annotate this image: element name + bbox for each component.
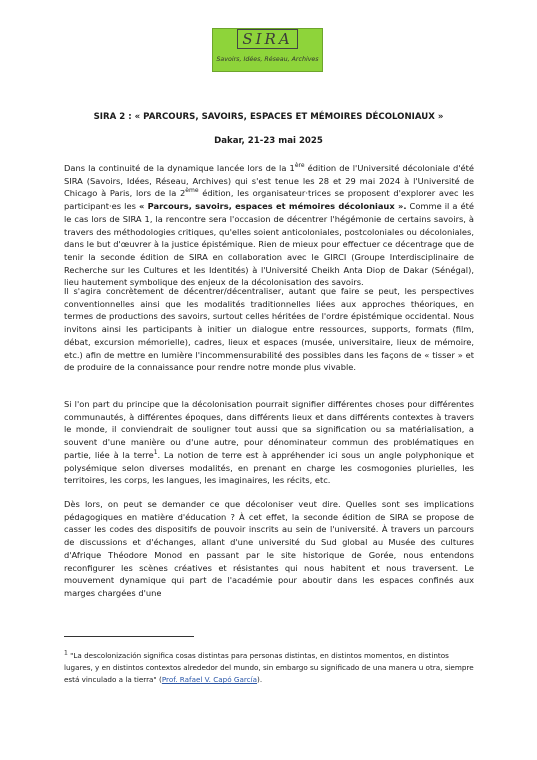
paragraph-3 bbox=[64, 398, 474, 487]
p3-text-b: . La notion de terre est à appréhender ici sous un angle polyphonique et polysémique selon diverses modalités, en prenant en charge les cosmogonies plurielles, les territoires, les corps, les langues, les imaginaires, les récits, etc. bbox=[64, 449, 474, 486]
logo-name: SIRA bbox=[237, 29, 297, 49]
document-title: SIRA 2 : « PARCOURS, SAVOIRS, ESPACES ET MÉMOIRES DÉCOLONIAUX » bbox=[93, 112, 444, 122]
p1-text-d: Comme il a été le cas lors de SIRA 1, la rencontre sera l'occasion de décentrer l'hégémonie de certains savoirs, à travers des méthodologies critiques, qu'elles soient anticoloniales, postcoloniales ou décoloniales, dans le but d'œuvrer à la justice épistémique. Rien de mieux pour effectuer ce décentrage que de tenir la seconde édition de SIRA en collaboration avec le GIRCI (Groupe Interdisciplinaire de Recherche sur les Cultures et les Identités) à l'Université Cheikh Anta Diop de Dakar (Sénégal), lieu hautement symbolique des enjeux de la décolonisation des savoirs. bbox=[64, 201, 474, 288]
footnote-text: "La descolonización significa cosas distintas para personas distintas, en distintos momentos, en distintos lugares, y en distintos contextos alrededor del mundo, sin embargo su significado de una manera u otra, siempre está vinculado a la tierra" ( bbox=[64, 651, 474, 684]
paragraph-2: Il s'agira concrètement de décentrer/décentraliser, autant que faire se peut, les perspectives conventionnelles ainsi que les modalités traditionnelles liées aux approches théoriques, en termes de productions des savoirs, surtout celles héritées de l'ordre épistémique occidental. Nous invitons ainsi les participants à initier un dialogue entre ressources, supports, formats (film, débat, excursion mémorielle), cadres, lieux et espaces (musée, universitaire, lieux de mémoire, etc.) afin de mettre en lumière l'incommensurabilité des possibles dans les façons de « tisser » et de produire de la connaissance pour rendre notre monde plus vivable. bbox=[64, 286, 474, 373]
footnote-end: ). bbox=[257, 675, 263, 684]
footnote-number: 1 bbox=[64, 649, 68, 657]
paragraph-1 bbox=[64, 162, 474, 289]
p1-bold-theme: « Parcours, savoirs, espaces et mémoires décoloniaux ». bbox=[138, 201, 407, 212]
footnote-ref[interactable]: 1 bbox=[153, 449, 158, 457]
paragraph-4: Dès lors, on peut se demander ce que décoloniser veut dire. Quelles sont ses implications pédagogiques en matière d'éducation ? À cet effet, la seconde édition de SIRA se propose de casser les codes des dispositifs de pouvoir inscrits au sein de l'université. À travers un parcours de discussions et d'échanges, allant d'une université du Sud global au Musée des cultures d'Afrique Théodore Monod en passant par le site historique de Gorée, nous entendons reconfigurer les scènes créatives et résistantes qui nous habitent et nous traversent. Le mouvement dynamique qui part de l'académie pour aboutir dans les espaces confinés aux marges chargées d'une bbox=[64, 499, 474, 598]
p1-text-c: édition, les organisateur·trices se proposent d'explorer avec les participant·es les bbox=[64, 188, 474, 212]
footnote bbox=[64, 650, 476, 686]
sira-logo bbox=[212, 28, 323, 72]
p3-text-a: Si l'on part du principe que la décolonisation pourrait signifier différentes choses pour différentes communautés, à différentes époques, dans différents lieux et dans différents contextes à travers le monde, il conviendrait de souligner tout aussi que sa signification ou sa matérialisation, a souvent d'une manière ou d'une autre, pour dénominateur commun des problématiques en partie, liée à la terre bbox=[64, 399, 474, 460]
footnote-link[interactable]: Prof. Rafael V. Capó García bbox=[161, 675, 258, 684]
p1-sup-a: ère bbox=[294, 162, 305, 170]
document-subtitle: Dakar, 21-23 mai 2025 bbox=[214, 136, 323, 146]
p1-text-a: Dans la continuité de la dynamique lancée lors de la 1 bbox=[64, 163, 295, 173]
footnote-divider bbox=[64, 636, 194, 637]
p1-sup-b: ème bbox=[185, 187, 199, 195]
logo-tagline: Savoirs, Idées, Réseau, Archives bbox=[216, 56, 319, 63]
p1-text-b: édition de l'Université décoloniale d'été SIRA (Savoirs, Idées, Réseau, Archives) qui s'est tenue les 28 et 29 mai 2024 à l'Université de Chicago à Paris, lors de la 2 bbox=[64, 163, 474, 199]
